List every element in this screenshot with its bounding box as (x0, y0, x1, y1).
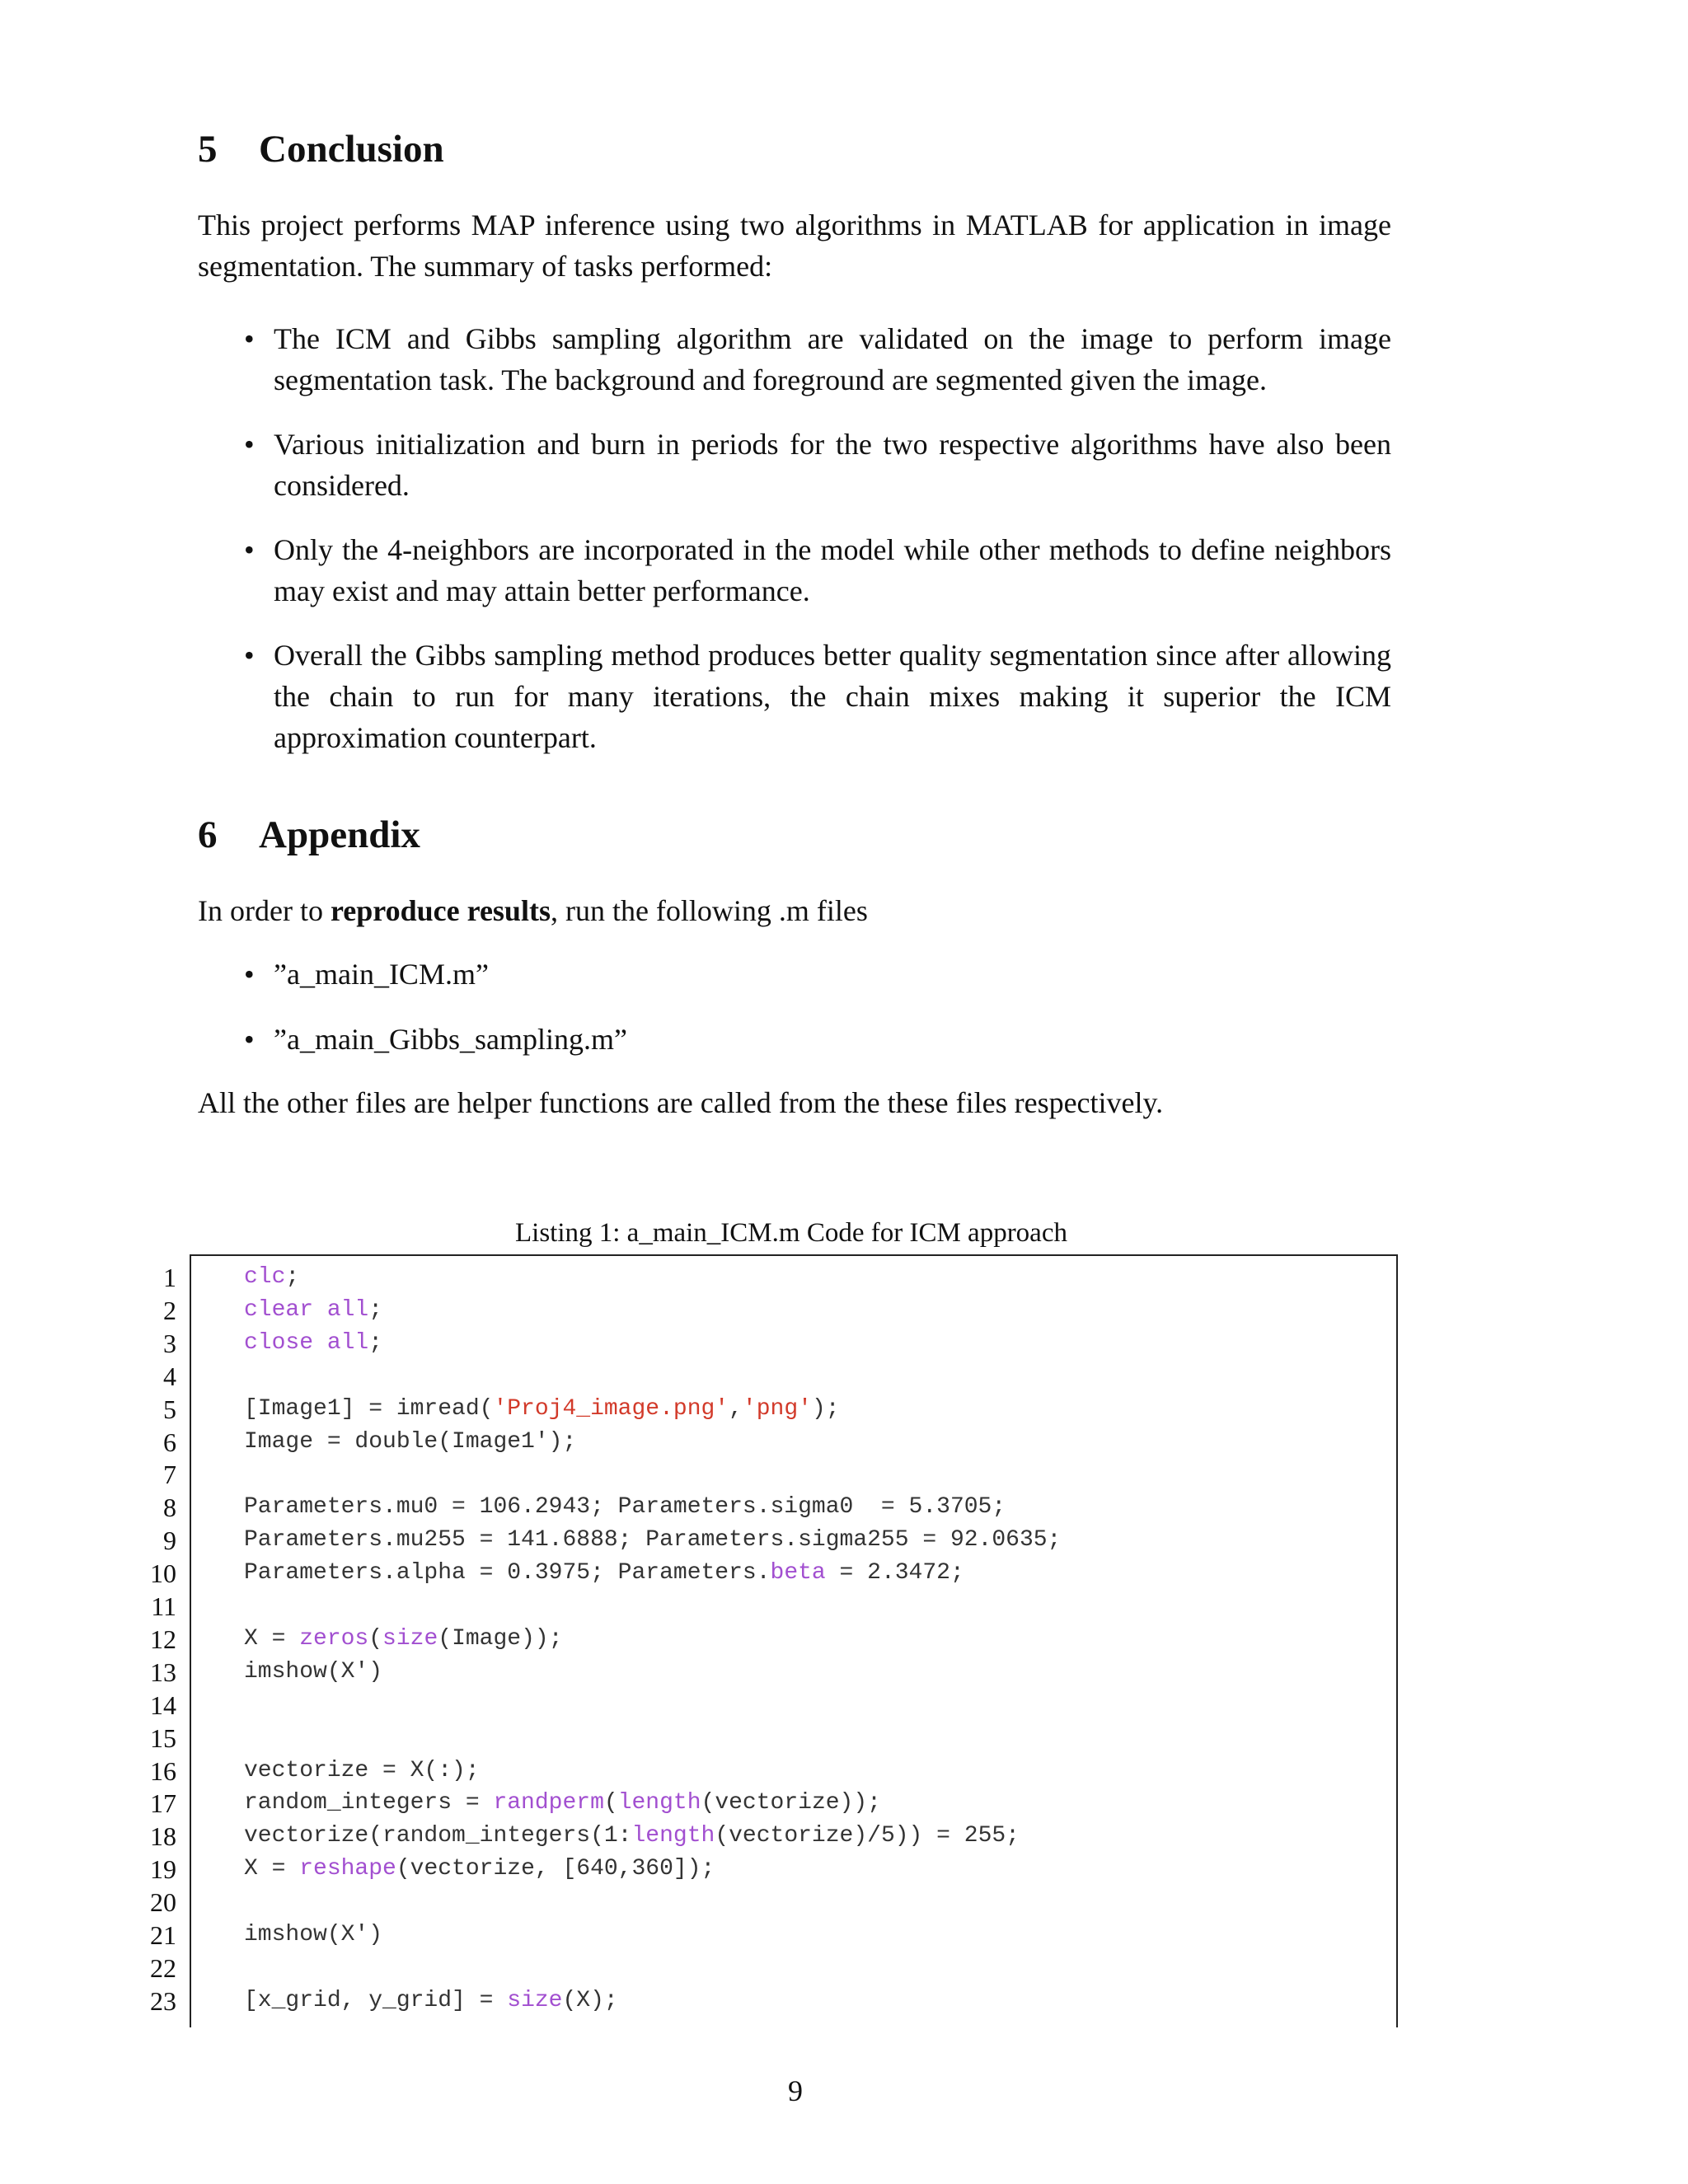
code-text: Parameters.mu255 = 141.6888; Parameters.sigma255 = 92.0635; (244, 1527, 1062, 1554)
bullet-text: Overall the Gibbs sampling method produces better quality segmentation since after allowing the chain to run for many iterations, the chain mixes making it superior the ICM approximation counterpart. (274, 639, 1391, 754)
line-number: 11 (151, 1591, 176, 1621)
code-line (0, 1327, 1484, 1360)
bullet-icon: • (244, 639, 255, 672)
line-number: 13 (150, 1657, 176, 1687)
line-number: 4 (163, 1361, 176, 1391)
list-item (198, 1019, 1391, 1060)
code-text: clear all; (244, 1296, 383, 1323)
list-item (198, 424, 1391, 506)
code-line (0, 1557, 1484, 1590)
list-item (198, 529, 1391, 612)
code-line (0, 1952, 1484, 1985)
bullet-text: Only the 4-neighbors are incorporated in the model while other methods to define neighbors may exist and may attain better performance. (274, 533, 1391, 607)
section-number: 5 (198, 128, 218, 171)
bullet-icon: • (244, 322, 255, 355)
list-item (198, 318, 1391, 401)
conclusion-bullet-list (198, 318, 1391, 758)
code-line (0, 1393, 1484, 1426)
code-line (0, 1294, 1484, 1327)
bullet-icon: • (244, 533, 255, 566)
conclusion-intro: This project performs MAP inference using two algorithms in MATLAB for application in image segmentation. The summary of tasks performed: (198, 209, 1391, 283)
bullet-icon: • (244, 958, 255, 991)
line-number: 23 (150, 1985, 176, 2016)
line-number: 17 (150, 1788, 176, 1819)
code-line (0, 1360, 1484, 1393)
line-number: 12 (150, 1624, 176, 1654)
code-text: random_integers = randperm(length(vectorize)); (244, 1790, 881, 1816)
line-number: 18 (150, 1821, 176, 1852)
code-text: X = reshape(vectorize, [640,360]); (244, 1856, 715, 1882)
line-number: 16 (150, 1755, 176, 1786)
code-line (0, 1820, 1484, 1853)
intro-text: , run the following .m files (550, 894, 868, 927)
code-text: close all; (244, 1329, 383, 1356)
intro-bold-text: reproduce results (330, 894, 551, 927)
line-number: 19 (150, 1854, 176, 1885)
line-number: 7 (163, 1460, 176, 1490)
line-number: 9 (163, 1526, 176, 1556)
file-name: ”a_main_Gibbs_sampling.m” (274, 1023, 627, 1056)
code-line (0, 1853, 1484, 1886)
section-heading-conclusion (198, 130, 444, 169)
line-number: 8 (163, 1493, 176, 1523)
list-item (198, 954, 1391, 995)
section-heading-appendix (198, 813, 420, 856)
bullet-icon: • (244, 1023, 255, 1056)
code-line (0, 1524, 1484, 1557)
code-line (0, 1755, 1484, 1788)
code-line (0, 1261, 1484, 1294)
line-number: 20 (150, 1887, 176, 1918)
code-text: imshow(X') (244, 1658, 383, 1685)
code-text: [Image1] = imread('Proj4_image.png','png'); (244, 1395, 840, 1422)
line-number: 2 (163, 1295, 176, 1325)
line-number: 5 (163, 1394, 176, 1424)
code-line (0, 1722, 1484, 1755)
code-text: imshow(X') (244, 1922, 383, 1947)
bullet-text: The ICM and Gibbs sampling algorithm are validated on the image to perform image segmentation task. The background and foreground are segmented given the image. (274, 322, 1391, 396)
code-line (0, 1787, 1484, 1820)
code-text: vectorize = X(:); (244, 1757, 480, 1783)
list-item (198, 635, 1391, 758)
code-line (0, 1985, 1484, 2018)
code-text: vectorize(random_integers(1:length(vectorize)/5)) = 255; (244, 1823, 1020, 1849)
code-line (0, 1590, 1484, 1623)
page-number: 9 (788, 2074, 803, 2107)
code-text: clc; (244, 1264, 300, 1290)
code-line (0, 1458, 1484, 1491)
code-line (0, 1919, 1484, 1952)
code-line (0, 1689, 1484, 1722)
appendix-outro: All the other files are helper functions are called from the these files respectively. (198, 1086, 1164, 1119)
line-number: 3 (163, 1328, 176, 1358)
code-line (0, 1656, 1484, 1689)
appendix-file-list (198, 954, 1391, 1060)
code-line (0, 1491, 1484, 1524)
code-line (0, 1886, 1484, 1919)
code-text: [x_grid, y_grid] = size(X); (244, 1987, 618, 2013)
section-title: Conclusion (259, 128, 444, 171)
line-number: 22 (150, 1952, 176, 1983)
bullet-icon: • (244, 428, 255, 461)
code-text: X = zeros(size(Image)); (244, 1625, 563, 1652)
line-number: 14 (150, 1690, 176, 1720)
code-text: Parameters.mu0 = 106.2943; Parameters.sigma0 = 5.3705; (244, 1494, 1006, 1521)
code-text: Image = double(Image1'); (244, 1428, 577, 1455)
file-name: ”a_main_ICM.m” (274, 958, 489, 991)
line-number: 1 (163, 1263, 176, 1292)
bullet-text: Various initialization and burn in periods for the two respective algorithms have also been considered. (274, 428, 1391, 502)
code-line (0, 1623, 1484, 1656)
section-title: Appendix (259, 813, 420, 856)
line-number: 15 (150, 1722, 176, 1753)
line-number: 10 (150, 1558, 176, 1589)
code-line (0, 1426, 1484, 1459)
appendix-intro (198, 890, 1391, 931)
section-number: 6 (198, 813, 218, 856)
code-text: Parameters.alpha = 0.3975; Parameters.beta = 2.3472; (244, 1560, 964, 1586)
intro-text: In order to (198, 894, 331, 927)
listing-caption: Listing 1: a_main_ICM.m Code for ICM approach (515, 1218, 1067, 1248)
line-number: 6 (163, 1427, 176, 1457)
line-number: 21 (150, 1920, 176, 1950)
